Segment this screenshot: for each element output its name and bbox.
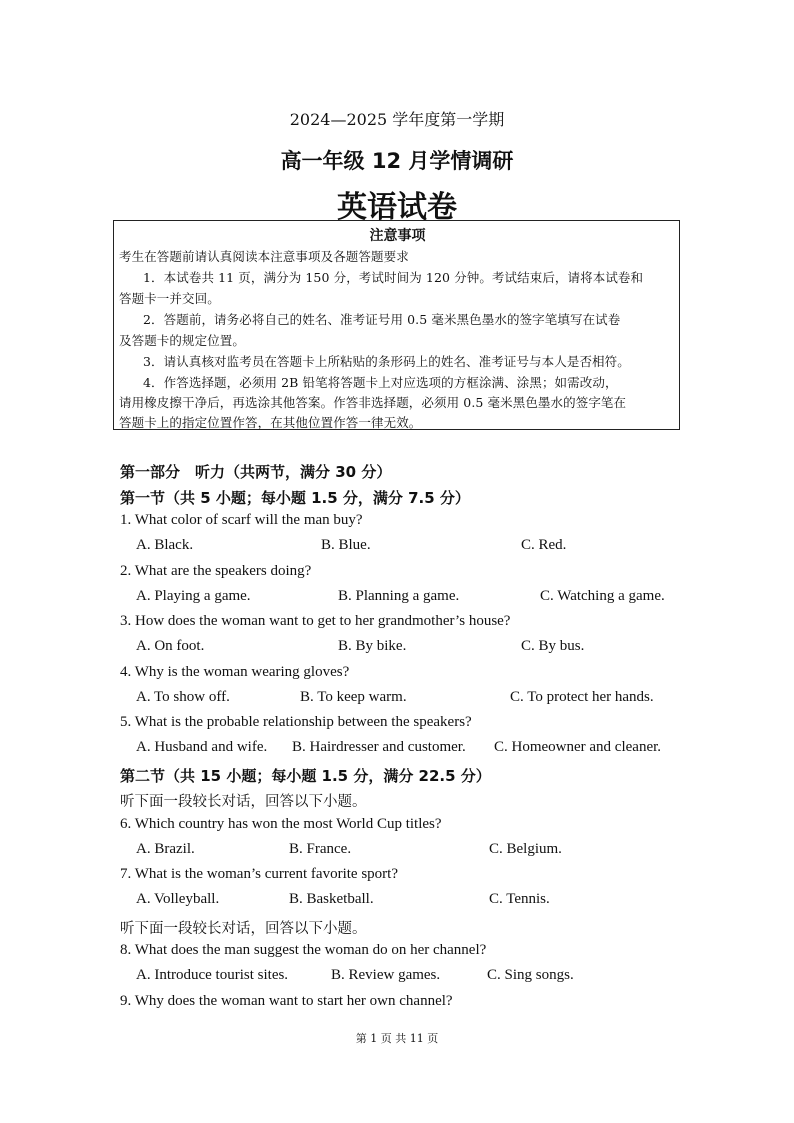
question-9: 9. Why does the woman want to start her own channel? [120, 993, 453, 1009]
notice-line: 答题卡一并交回。 [119, 291, 220, 306]
notice-line: 答题卡上的指定位置作答，在其他位置作答一律无效。 [119, 415, 422, 430]
page-footer: 第 1 页 共 11 页 [355, 1032, 439, 1045]
option-b: B. By bike. [338, 638, 407, 654]
option-c: C. Belgium. [489, 841, 562, 857]
option-a: A. Introduce tourist sites. [136, 967, 289, 983]
option-c: C. By bus. [521, 638, 585, 654]
option-b: B. Basketball. [289, 891, 374, 907]
option-c: C. Tennis. [489, 891, 550, 907]
option-c: C. Homeowner and cleaner. [494, 739, 662, 755]
option-c: C. Red. [521, 537, 567, 553]
option-b: B. To keep warm. [300, 689, 407, 705]
notice-line: 考生在答题前请认真阅读本注意事项及各题答题要求 [119, 249, 409, 264]
question-2: 2. What are the speakers doing? [120, 563, 312, 579]
option-a: A. Black. [136, 537, 194, 553]
question-7: 7. What is the woman’s current favorite sport? [120, 866, 398, 882]
question-5: 5. What is the probable relationship between the speakers? [120, 714, 472, 730]
section2-title: 第二节（共 15 小题；每小题 1.5 分，满分 22.5 分） [120, 767, 491, 785]
exam-term: 2024—2025 学年度第一学期 [289, 110, 505, 129]
question-1: 1. What color of scarf will the man buy? [120, 512, 363, 528]
notice-line: 请用橡皮擦干净后，再选涂其他答案。作答非选择题，必须用 0.5 毫米黑色墨水的签字笔在 [119, 395, 627, 410]
option-b: B. France. [289, 841, 352, 857]
option-b: B. Review games. [331, 967, 441, 983]
option-a: A. On foot. [136, 638, 205, 654]
exam-subtitle: 高一年级 12 月学情调研 [280, 149, 514, 173]
notice-line: 2．答题前，请务必将自己的姓名、准考证号用 0.5 毫米黑色墨水的签字笔填写在试卷 [143, 312, 621, 327]
notice-line: 及答题卡的规定位置。 [119, 333, 246, 348]
part1-title: 第一部分 听力（共两节，满分 30 分） [120, 463, 392, 481]
option-a: A. Volleyball. [136, 891, 220, 907]
option-a: A. Husband and wife. [136, 739, 268, 755]
option-b: B. Blue. [321, 537, 371, 553]
question-3: 3. How does the woman want to get to her grandmother’s house? [120, 613, 511, 629]
option-c: C. To protect her hands. [510, 689, 654, 705]
notice-line: 4．作答选择题，必须用 2B 铅笔将答题卡上对应选项的方框涂满、涂黑；如需改动， [143, 375, 618, 390]
option-c: C. Watching a game. [540, 588, 665, 604]
notice-line: 1．本试卷共 11 页，满分为 150 分，考试时间为 120 分钟。考试结束后，请将本试卷和 [143, 270, 644, 285]
exam-title: 英语试卷 [337, 190, 457, 225]
section1-title: 第一节（共 5 小题；每小题 1.5 分，满分 7.5 分） [120, 489, 470, 507]
question-4: 4. Why is the woman wearing gloves? [120, 664, 350, 680]
notice-box [113, 220, 680, 430]
option-a: A. Brazil. [136, 841, 195, 857]
option-a: A. To show off. [136, 689, 230, 705]
listening-instruction: 听下面一段较长对话，回答以下小题。 [120, 794, 367, 810]
question-6: 6. Which country has won the most World Cup titles? [120, 816, 442, 832]
option-b: B. Hairdresser and customer. [292, 739, 466, 755]
option-a: A. Playing a game. [136, 588, 251, 604]
notice-line: 3．请认真核对监考员在答题卡上所粘贴的条形码上的姓名、准考证号与本人是否相符。 [143, 354, 630, 369]
listening-instruction: 听下面一段较长对话，回答以下小题。 [120, 921, 367, 937]
option-b: B. Planning a game. [338, 588, 460, 604]
option-c: C. Sing songs. [487, 967, 574, 983]
question-8: 8. What does the man suggest the woman do on her channel? [120, 942, 487, 958]
notice-title: 注意事项 [369, 228, 426, 244]
